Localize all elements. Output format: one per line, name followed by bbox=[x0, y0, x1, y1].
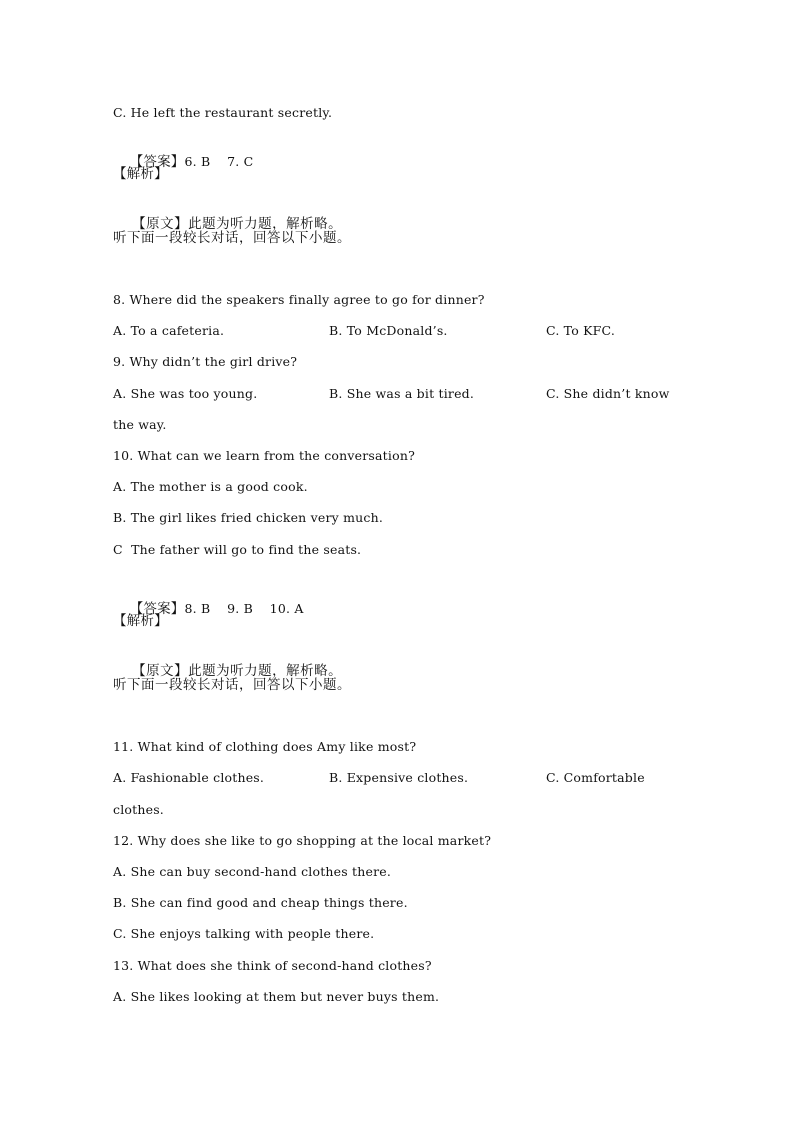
question-11-option-c: C. Comfortable bbox=[546, 770, 645, 785]
question-8: 8. Where did the speakers finally agree to go for dinner? bbox=[113, 292, 485, 307]
analysis-label-1: 【解析】 bbox=[113, 166, 168, 182]
question-9-option-b: B. She was a bit tired. bbox=[329, 386, 475, 401]
instruction-line-2: 听下面一段较长对话，回答以下小题。 bbox=[113, 677, 351, 693]
question-9-option-a: A. She was too young. bbox=[113, 386, 258, 401]
question-8-option-a: A. To a cafeteria. bbox=[113, 323, 225, 338]
question-11-option-b: B. Expensive clothes. bbox=[329, 770, 469, 785]
question-12: 12. Why does she like to go shopping at the local market? bbox=[113, 833, 492, 848]
question-8-option-c: C. To KFC. bbox=[546, 323, 616, 338]
answer-values: 6. B 7. C bbox=[184, 154, 254, 169]
question-11-option-a: A. Fashionable clothes. bbox=[113, 770, 265, 785]
instruction-line-1: 听下面一段较长对话，回答以下小题。 bbox=[113, 230, 351, 246]
question-10-option-c: C The father will go to find the seats. bbox=[113, 542, 362, 557]
answer-label: 【答案】 bbox=[129, 601, 185, 617]
question-13: 13. What does she think of second-hand clothes? bbox=[113, 958, 432, 973]
question-9-option-c-continued: the way. bbox=[113, 417, 167, 432]
original-text-label: 【原文】 bbox=[132, 216, 189, 232]
question-10: 10. What can we learn from the conversation? bbox=[113, 448, 415, 463]
question-12-option-b: B. She can find good and cheap things there. bbox=[113, 895, 408, 910]
question-10-option-a: A. The mother is a good cook. bbox=[113, 479, 308, 494]
question-8-option-b: B. To McDonald’s. bbox=[329, 323, 448, 338]
original-text-content: 此题为听力题，解析略。 bbox=[188, 663, 343, 679]
question-12-option-c: C. She enjoys talking with people there. bbox=[113, 926, 375, 941]
question-11-option-c-continued: clothes. bbox=[113, 802, 164, 817]
answer-label: 【答案】 bbox=[129, 154, 185, 170]
question-11: 11. What kind of clothing does Amy like most? bbox=[113, 739, 417, 754]
question-9-option-c: C. She didn’t know bbox=[546, 386, 670, 401]
analysis-label-2: 【解析】 bbox=[113, 613, 168, 629]
answer-values: 8. B 9. B 10. A bbox=[184, 601, 304, 616]
question-12-option-a: A. She can buy second-hand clothes there. bbox=[113, 864, 392, 879]
original-text-content: 此题为听力题，解析略。 bbox=[188, 216, 343, 232]
question-7-option-c: C. He left the restaurant secretly. bbox=[113, 105, 333, 120]
original-text-label: 【原文】 bbox=[132, 663, 189, 679]
question-10-option-b: B. The girl likes fried chicken very much. bbox=[113, 510, 384, 525]
question-13-option-a: A. She likes looking at them but never buys them. bbox=[113, 989, 440, 1004]
question-9: 9. Why didn’t the girl drive? bbox=[113, 354, 298, 369]
